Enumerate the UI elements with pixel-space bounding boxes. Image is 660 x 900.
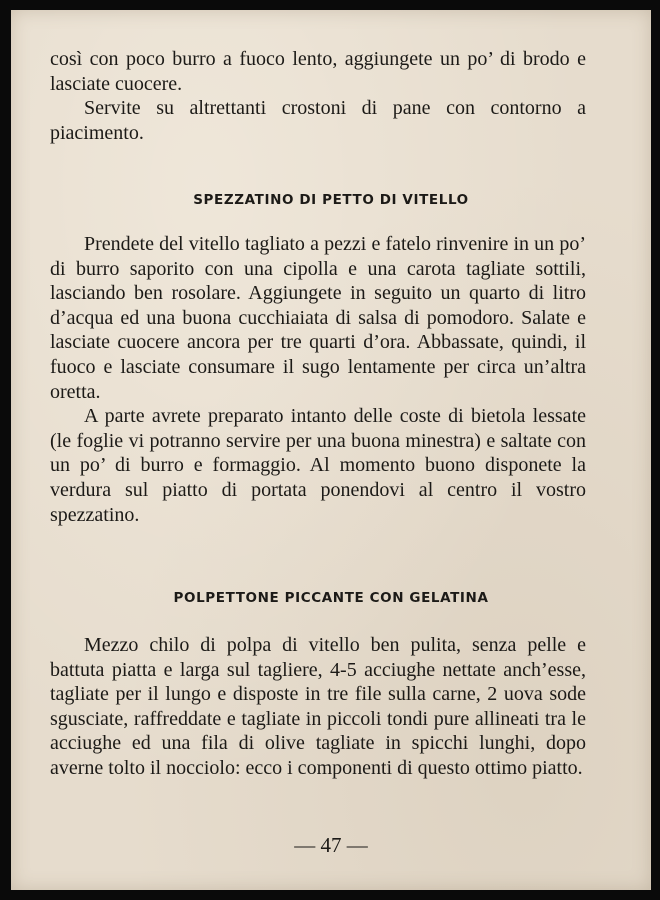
recipe-title-polpettone: POLPETTONE PICCANTE CON GELATINA <box>173 590 489 606</box>
recipe-title-spezzatino: SPEZZATINO DI PETTO DI VITELLO <box>193 192 469 208</box>
recipe-body-polpettone <box>50 633 586 781</box>
intro-paragraph-1: così con poco burro a fuoco lento, aggiungete un po’ di brodo e lasciate cuocere. <box>50 48 586 95</box>
intro-text <box>50 47 586 145</box>
recipe-paragraph: A parte avrete preparato intanto delle coste di bietola lessate (le foglie vi potranno servire per una buona minestra) e saltate con un po’ di burro e formaggio. Al momento buono disponete la verdura sul piatto di portata ponendovi al centro il vostro spezzatino. <box>50 405 586 526</box>
recipe-paragraph: Prendete del vitello tagliato a pezzi e fatelo rinvenire in un po’ di burro saporito con una cipolla e una carota tagliate sottili, lasciando ben rosolare. Aggiungete in seguito un quarto di litro d’acqua ed una buona cucchiaiata di salsa di pomodoro. Salate e lasciate cuocere ancora per tre quarti d’ora. Abbassate, quindi, il fuoco e lasciate consumare il sugo lentamente per circa un’altra oretta. <box>50 233 586 403</box>
recipe-body-spezzatino <box>50 232 586 527</box>
book-page <box>11 10 651 890</box>
intro-paragraph-2: Servite su altrettanti crostoni di pane con contorno a piacimento. <box>50 97 586 144</box>
recipe-paragraph: Mezzo chilo di polpa di vitello ben pulita, senza pelle e battuta piatta e larga sul tagliere, 4-5 acciughe nettate anch’esse, tagliate per il lungo e disposte in tre file sulla carne, 2 uova sode sgusciate, raffreddate e tagliate in piccoli tondi pure allineati tra le acciughe ed una fila di olive tagliate in spicchi lunghi, dopo averne tolto il nocciolo: ecco i componenti di questo ottimo piatto. <box>50 634 586 779</box>
page-number: — 47 — <box>294 833 368 857</box>
